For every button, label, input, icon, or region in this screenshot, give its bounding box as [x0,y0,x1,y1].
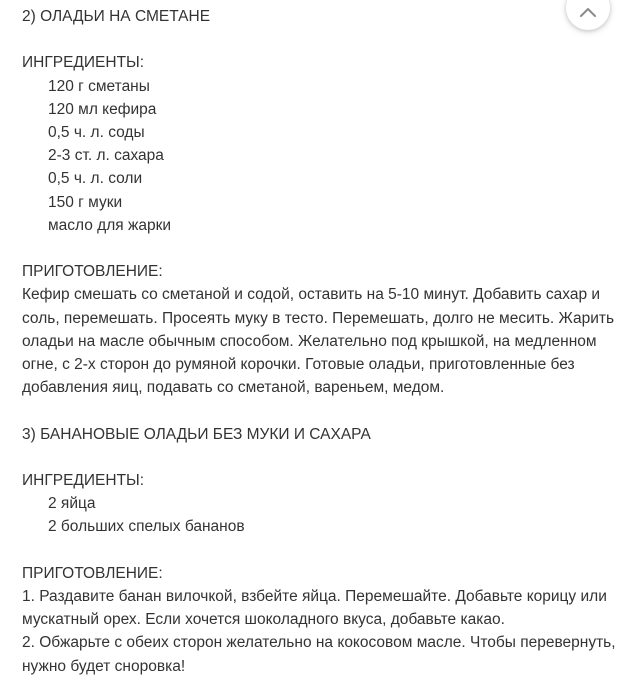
ingredient-item: 2 яйца [48,495,96,513]
recipe-2-ingredient-list [22,75,592,237]
preparation-line: 2. Обжарьте с обеих сторон желательно на кокосовом масле. Чтобы перевернуть, [22,634,616,652]
spacer [22,28,592,51]
preparation-line: добавления яиц, подавать со сметаной, вареньем, медом. [22,379,445,397]
ingredient-item: 150 г муки [48,193,123,211]
recipe-2-preparation-heading: ПРИГОТОВЛЕНИЕ: [22,263,163,281]
ingredient-item: 0,5 ч. л. соли [48,170,143,188]
recipe-2-title: 2) ОЛАДЬИ НА СМЕТАНЕ [22,8,211,25]
preparation-line: огне, с 2-х сторон до румяной корочки. Готовые оладьи, приготовленные без [22,356,575,374]
ingredient-item: 2-3 ст. л. сахара [48,147,164,165]
spacer [22,539,592,562]
article-content [22,5,616,678]
preparation-line: нужно будет сноровка! [22,657,186,675]
ingredient-item: 2 больших спелых бананов [48,518,245,536]
recipe-2-ingredients-heading: ИНГРЕДИЕНТЫ: [22,54,145,72]
recipe-3-ingredients-heading: ИНГРЕДИЕНТЫ: [22,472,145,489]
preparation-line: Кефир смешать со сметаной и содой, оставить на 5-10 минут. Добавить сахар и [22,286,601,304]
chevron-up-icon [579,6,597,18]
ingredient-item: 120 мл кефира [48,100,157,118]
preparation-line: оладьи на масле обычным способом. Желательно под крышкой, на медленном [22,332,597,350]
recipe-3-title: 3) БАНАНОВЫЕ ОЛАДЬИ БЕЗ МУКИ И САХАРА [22,425,371,443]
recipe-3-preparation-text [22,585,616,678]
spacer [22,399,592,422]
ingredient-item: 120 г сметаны [48,77,150,95]
ingredient-item: 0,5 ч. л. соды [48,124,145,141]
recipe-3-preparation-heading: ПРИГОТОВЛЕНИЕ: [22,564,163,582]
preparation-line: мускатный орех. Если хочется шоколадного вкуса, добавьте какао. [22,611,505,629]
ingredient-item: масло для жарки [48,216,172,234]
spacer [22,446,592,469]
recipe-2-preparation-text [22,283,615,399]
preparation-line: соль, перемешать. Просеять муку в тесто. Перемешать, долго не месить. Жарить [22,309,615,327]
preparation-line: 1. Раздавите банан вилочкой, взбейте яйца. Перемешайте. Добавьте корицу или [22,588,607,605]
spacer [22,237,592,260]
recipe-3-ingredient-list [22,492,592,538]
